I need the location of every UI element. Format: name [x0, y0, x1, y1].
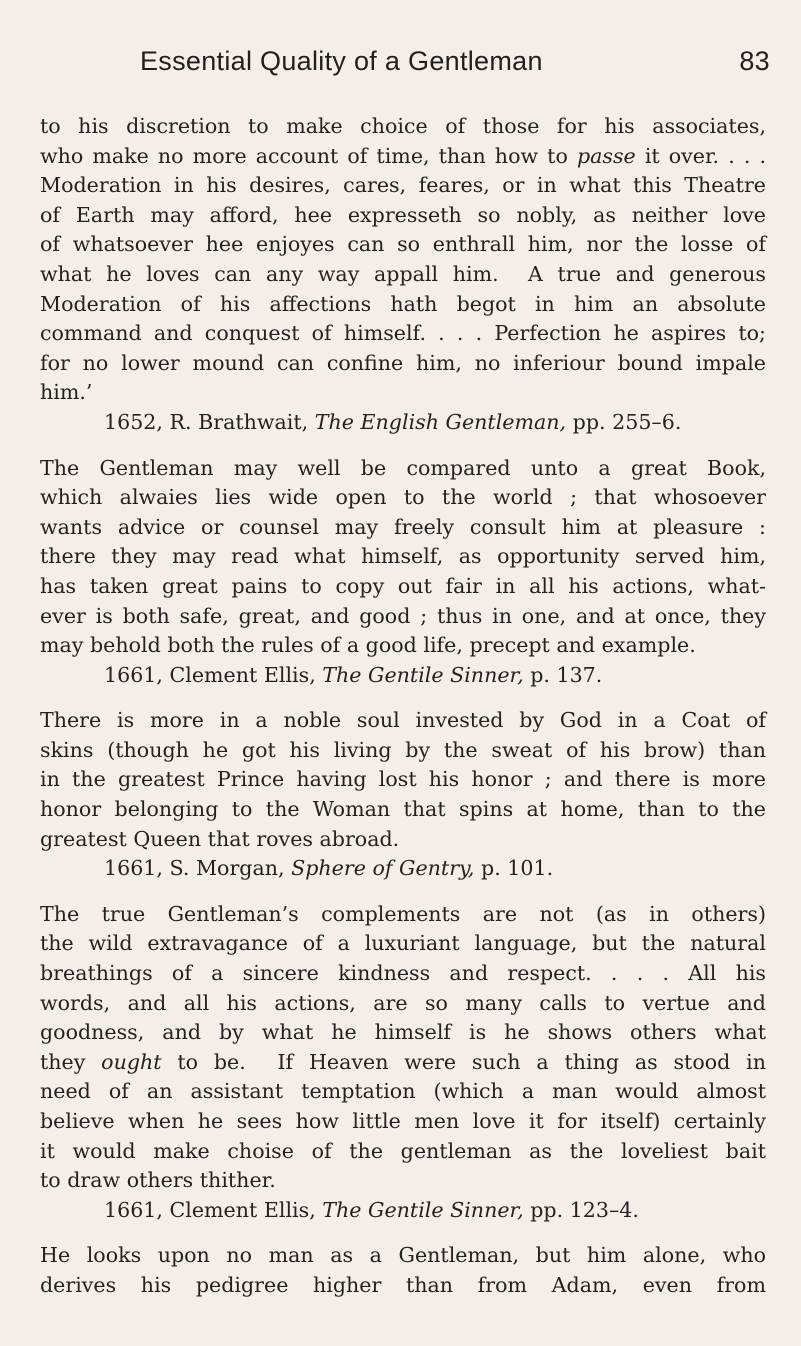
citation-pages: pp. 255–6. [566, 409, 682, 434]
quotation-paragraph-5 [40, 1241, 766, 1300]
citation-pages: p. 137. [523, 662, 603, 687]
running-head [140, 46, 770, 86]
text-line: wants advice or counsel may freely consult him at pleasure : [40, 514, 766, 539]
text-span: to be. If Heaven were such a thing as stood in [161, 1049, 766, 1074]
text-line: The Gentleman may well be compared unto a great Book, [40, 455, 766, 480]
paragraph-gap [40, 690, 766, 706]
citation-work: The English Gentleman, [314, 409, 567, 434]
citation [40, 408, 766, 438]
quotation-paragraph-1 [40, 112, 766, 438]
citation-pages: p. 101. [474, 856, 554, 881]
text-line: The true Gentleman’s complements are not (as in others) [40, 901, 766, 926]
quotation-paragraph-4 [40, 900, 766, 1226]
text-line: believe when he sees how little men love it for itself) certainly [40, 1109, 766, 1133]
text-line: need of an assistant temptation (which a man would almost [40, 1079, 766, 1104]
text-line: to draw others thither. [40, 1168, 276, 1193]
text-line: may behold both the rules of a good life, precept and example. [40, 633, 696, 658]
citation [40, 1196, 766, 1226]
text-line: honor belonging to the Woman that spins at home, than to the [40, 797, 766, 822]
text-span: they [40, 1049, 102, 1074]
text-line: it would make choise of the gentleman as the loveliest bait [40, 1138, 766, 1163]
text-line: derives his pedigree higher than from Adam, even from [40, 1272, 766, 1297]
citation-source: 1661, Clement Ellis, [104, 662, 323, 687]
text-line: ever is both safe, great, and good ; thus in one, and at once, they [40, 603, 766, 628]
text-line: there they may read what himself, as opportunity served him, [40, 544, 766, 569]
citation-work: Sphere of Gentry, [291, 856, 475, 881]
italic-word: ought [101, 1049, 162, 1074]
text-line: greatest Queen that roves abroad. [40, 826, 400, 851]
running-title: Essential Quality of a Gentleman [140, 46, 543, 76]
italic-word: passe [576, 143, 636, 168]
page-number: 83 [739, 46, 770, 76]
text-line [40, 142, 766, 172]
citation [40, 854, 766, 884]
text-line: of Earth may afford, hee expresseth so nobly, as neither love [40, 202, 766, 227]
citation-source: 1661, S. Morgan, [104, 856, 292, 881]
citation-pages: pp. 123–4. [523, 1197, 639, 1222]
page-body [40, 112, 766, 1301]
quotation-paragraph-3 [40, 706, 766, 884]
text-line: words, and all his actions, are so many calls to vertue and [40, 990, 766, 1015]
text-line: command and conquest of himself. . . . Perfection he aspires to; [40, 321, 766, 346]
text-line: in the greatest Prince having lost his honor ; and there is more [40, 767, 766, 792]
text-span: who make no more account of time, than how to [40, 143, 577, 168]
text-line: has taken great pains to copy out fair in all his actions, what- [40, 573, 766, 598]
paragraph-gap [40, 438, 766, 454]
citation-work: The Gentile Sinner, [322, 662, 524, 687]
text-line: for no lower mound can confine him, no inferiour bound impale [40, 350, 766, 375]
citation-source: 1652, R. Brathwait, [104, 409, 315, 434]
citation [40, 661, 766, 691]
text-line: which alwaies lies wide open to the world ; that whosoever [40, 485, 766, 510]
text-span: it over. . . . [635, 143, 766, 168]
paragraph-gap [40, 884, 766, 900]
citation-work: The Gentile Sinner, [322, 1197, 524, 1222]
text-line [40, 1048, 766, 1078]
citation-source: 1661, Clement Ellis, [104, 1197, 323, 1222]
text-line: breathings of a sincere kindness and respect. . . . All his [40, 961, 766, 986]
text-line: him.’ [40, 380, 93, 405]
text-line: Moderation in his desires, cares, feares, or in what this Theatre [40, 173, 766, 198]
text-line: of whatsoever hee enjoyes can so enthrall him, nor the losse of [40, 232, 766, 257]
text-line: Moderation of his affections hath begot in him an absolute [40, 291, 766, 316]
text-line: skins (though he got his living by the sweat of his brow) than [40, 737, 766, 762]
text-line: There is more in a noble soul invested by God in a Coat of [40, 708, 766, 733]
text-line: to his discretion to make choice of those for his associates, [40, 114, 766, 138]
text-line: the wild extravagance of a luxuriant language, but the natural [40, 931, 766, 956]
text-line: goodness, and by what he himself is he shows others what [40, 1020, 766, 1045]
quotation-paragraph-2 [40, 454, 766, 691]
paragraph-gap [40, 1225, 766, 1241]
text-line: what he loves can any way appall him. A true and generous [40, 261, 766, 286]
text-line: He looks upon no man as a Gentleman, but him alone, who [40, 1243, 766, 1268]
